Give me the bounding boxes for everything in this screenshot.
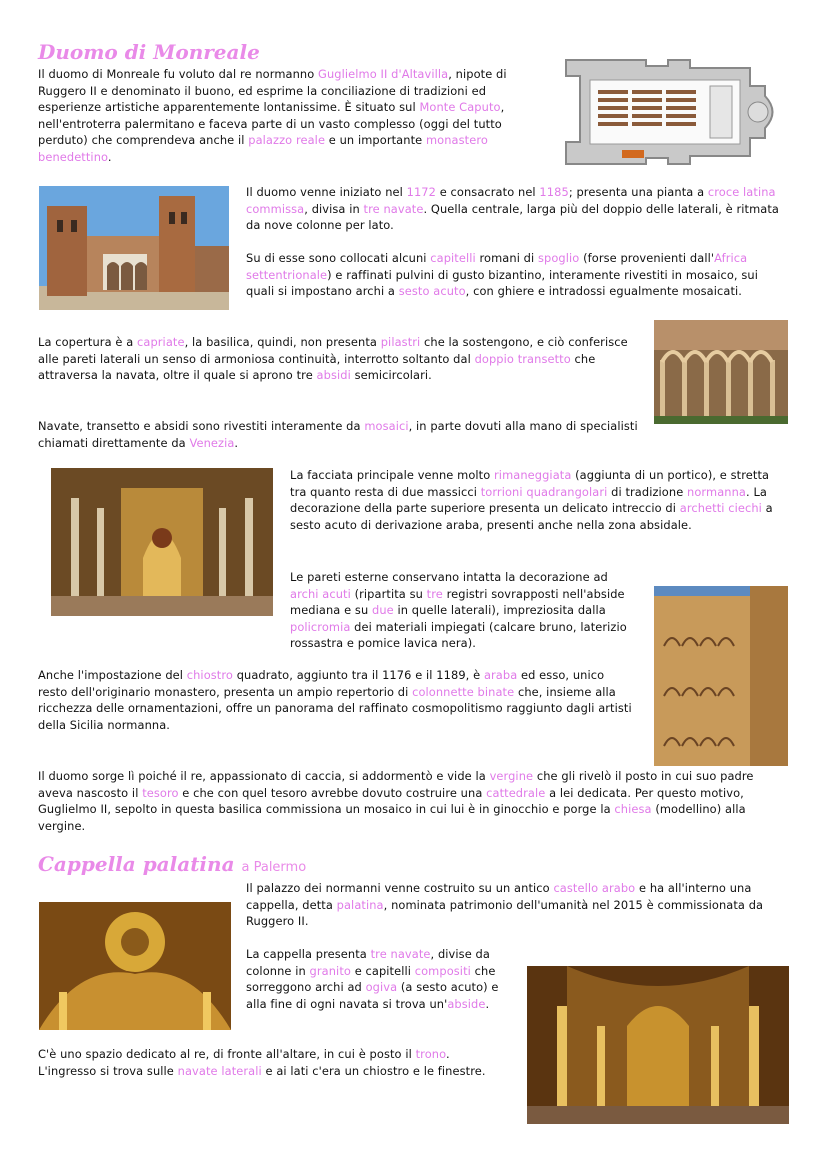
apse-exterior-photo (654, 586, 788, 766)
highlighted-term: araba (483, 668, 518, 682)
highlighted-term: sesto acuto (398, 284, 466, 299)
highlighted-term: abside (447, 996, 486, 1011)
highlighted-term: tre (426, 586, 443, 601)
highlighted-term: spoglio (538, 251, 580, 265)
cloister-photo (654, 320, 788, 424)
paragraph-leggenda: Il duomo sorge lì poiché il re, appassionato di caccia, si addormentò e vide la vergine che gli rivelò il posto in cui suo padre aveva nascosto il tesoro e che con quel tesoro avrebbe dovuto costruire una cattedrale a lei dedicata. Per questo motivo, Guglielmo II, sepolto in questa basilica commissiona un mosaico in cui lui è in ginocchio e porge la chiesa (modellino) alla vergine. (38, 769, 754, 833)
highlighted-term: castello arabo (553, 881, 636, 895)
highlighted-term: chiesa (614, 802, 652, 817)
highlighted-term: trono (415, 1047, 446, 1061)
highlighted-term: capriate (137, 335, 185, 349)
highlighted-term: compositi (414, 963, 471, 978)
highlighted-term: Guglielmo II d'Altavilla (318, 67, 449, 81)
paragraph-chiostro: Anche l'impostazione del chiostro quadrato, aggiunto tra il 1176 e il 1189, è araba ed esso, unico resto dell'originario monastero, presenta un ampio repertorio di colonnette binate che, insieme alla ricchezza delle ornamentazioni, offre un panorama del raffinato cosmopolitismo raggiunto dagli artisti della Sicilia normanna. (38, 668, 632, 732)
highlighted-term: monastero benedettino (38, 133, 488, 164)
highlighted-term: archetti ciechi (679, 501, 762, 516)
highlighted-term: granito (309, 963, 351, 978)
highlighted-term: archi acuti (290, 586, 351, 601)
highlighted-term: cattedrale (486, 785, 546, 800)
highlighted-term: Monte Caputo (419, 100, 501, 115)
section-title-duomo: Duomo di Monreale (38, 40, 260, 64)
duomo-interior-photo (51, 468, 273, 616)
paragraph-palazzo: Il palazzo dei normanni venne costruito su un antico castello arabo e ha all'interno una cappella, detta palatina, nominata patrimonio dell'umanità nel 2015 è commissionata da Ruggero II. (246, 881, 764, 929)
highlighted-term: 1172 (406, 185, 436, 199)
highlighted-term: pilastri (380, 335, 421, 349)
highlighted-term: vergine (489, 769, 534, 783)
highlighted-term: doppio transetto (474, 351, 571, 366)
section-title-cappella (38, 852, 306, 876)
highlighted-term: Venezia (189, 435, 235, 450)
highlighted-term: ogiva (365, 980, 398, 995)
paragraph-facciata: La facciata principale venne molto rimaneggiata (aggiunta di un portico), e stretta tra quanto resta di due massicci torrioni quadrangolari di tradizione normanna. La decorazione della parte superiore presenta un delicato intreccio di archetti ciechi a sesto acuto di derivazione araba, presenti anche nella zona absidale. (290, 468, 773, 532)
highlighted-term: torrioni quadrangolari (480, 484, 608, 499)
section-subtitle: a Palermo (241, 860, 307, 875)
highlighted-term: chiostro (186, 668, 233, 682)
palatina-interior-photo (527, 966, 789, 1124)
highlighted-term: due (372, 603, 394, 618)
floor-plan-image (560, 56, 788, 168)
highlighted-term: policromia (290, 619, 351, 634)
section-title-text: Cappella palatina (38, 852, 235, 876)
highlighted-term: tesoro (142, 785, 179, 800)
paragraph-pianta: Il duomo venne iniziato nel 1172 e consacrato nel 1185; presenta una pianta a croce latina commissa, divisa in tre navate. Quella centrale, larga più del doppio delle laterali, è ritmata da nove colonne per lato. (246, 185, 780, 233)
paragraph-trono: C'è uno spazio dedicato al re, di fronte all'altare, in cui è posto il trono. L'ingresso si trova sulle navate laterali e ai lati c'era un chiostro e le finestre. (38, 1047, 486, 1078)
highlighted-term: tre navate (370, 947, 431, 961)
highlighted-term: mosaici (364, 419, 409, 433)
highlighted-term: palatina (336, 897, 384, 912)
paragraph-intro: Il duomo di Monreale fu voluto dal re normanno Guglielmo II d'Altavilla, nipote di Ruggero II e denominato il buono, ed esprime la conciliazione di tradizioni ed esperienze artistiche apparentemente lontanissime. È situato sul Monte Caputo, nell'entroterra palermitano e faceva parte di un vasto complesso (oggi del tutto perduto) che comprendeva anche il palazzo reale e un importante monastero benedettino. (38, 67, 507, 164)
highlighted-term: navate laterali (177, 1063, 262, 1078)
paragraph-capitelli: Su di esse sono collocati alcuni capitelli romani di spoglio (forse provenienti dall'Africa settentrionale) e raffinati pulvini di gusto bizantino, interamente rivestiti in mosaico, sui quali si impostano archi a sesto acuto, con ghiere e intradossi egualmente mosaicati. (246, 251, 758, 299)
highlighted-term: croce latina commissa (246, 185, 776, 216)
paragraph-mosaici: Navate, transetto e absidi sono rivestiti interamente da mosaici, in parte dovuti alla mano di specialisti chiamati direttamente da Venezia. (38, 419, 638, 450)
duomo-exterior-photo (39, 186, 229, 310)
paragraph-copertura: La copertura è a capriate, la basilica, quindi, non presenta pilastri che la sostengono, e ciò conferisce alle pareti laterali un senso di armoniosa continuità, interrotto soltanto dal doppio transetto che attraversa la navata, oltre il quale si aprono tre absidi semicircolari. (38, 335, 628, 383)
paragraph-pareti: Le pareti esterne conservano intatta la decorazione ad archi acuti (ripartita su tre registri sovrapposti nell'abside mediana e su due in quelle laterali), impreziosita dalla policromia dei materiali impiegati (calcare bruno, laterizio rossastra e pomice lavica nera). (290, 570, 627, 651)
highlighted-term: palazzo reale (248, 133, 326, 148)
highlighted-term: rimaneggiata (494, 468, 572, 482)
highlighted-term: normanna (687, 484, 746, 499)
highlighted-term: tre navate (363, 201, 424, 216)
highlighted-term: 1185 (539, 185, 569, 199)
highlighted-term: colonnette binate (412, 684, 515, 699)
highlighted-term: capitelli (430, 251, 476, 265)
highlighted-term: absidi (316, 368, 351, 383)
palatina-ceiling-photo (39, 902, 231, 1030)
paragraph-navate: La cappella presenta tre navate, divise da colonne in granito e capitelli compositi che sorreggono archi ad ogiva (a sesto acuto) e alla fine di ogni navata si trova un'abside. (246, 947, 499, 1011)
highlighted-term: Africa settentrionale (246, 251, 748, 282)
